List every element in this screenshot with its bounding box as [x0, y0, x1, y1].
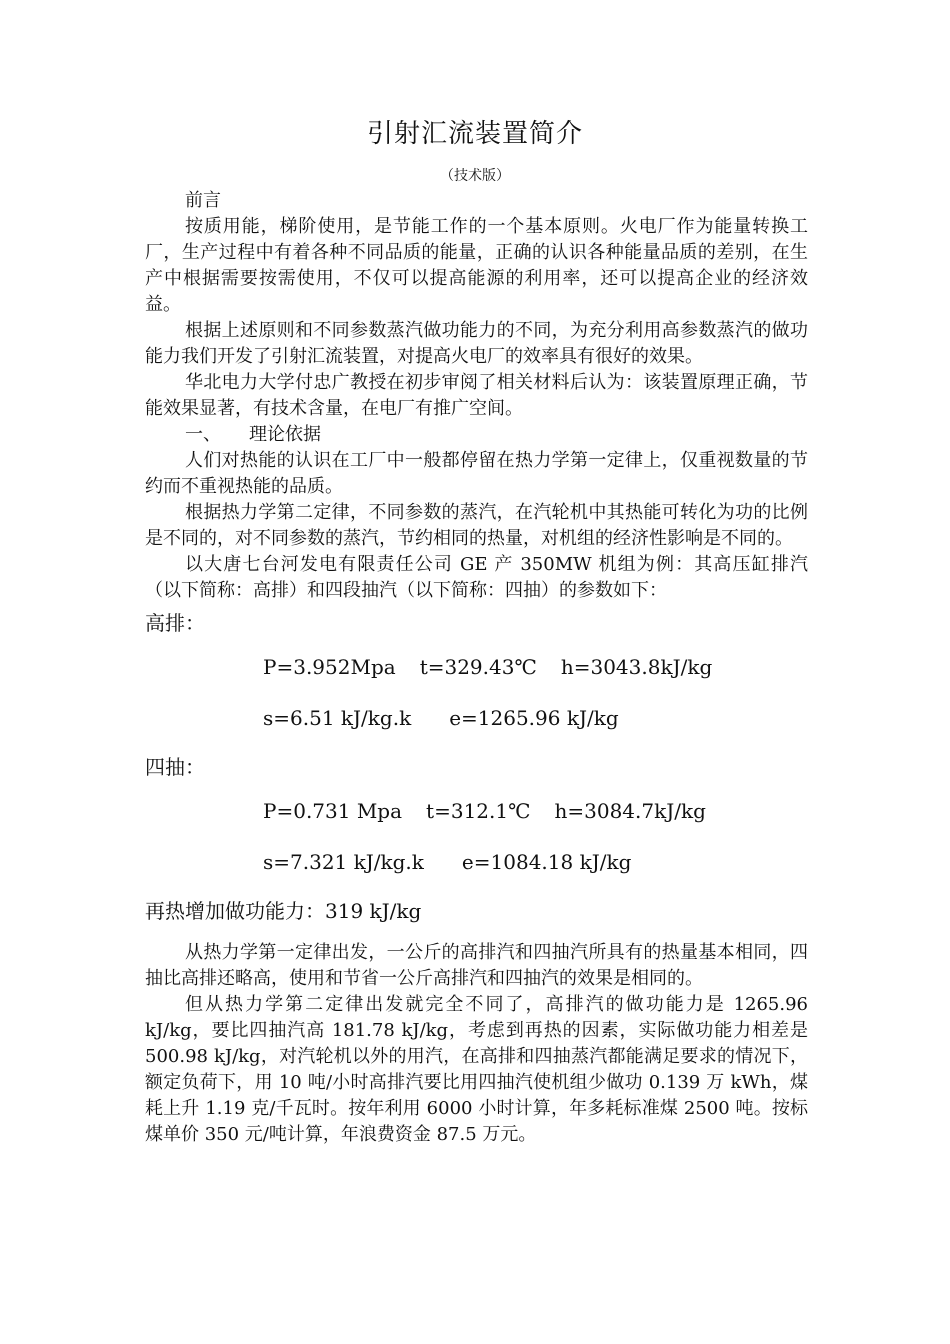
reheat-capacity-line: 再热增加做功能力：319 kJ/kg [145, 899, 422, 923]
document-subtitle: （技术版） [440, 168, 510, 184]
paragraph: 以大唐七台河发电有限责任公司 GE 产 350MW 机组为例：其高压缸排汽（以下简称：高排）和四段抽汽（以下简称：四抽）的参数如下： [145, 554, 808, 601]
high-exhaust-exergy: e=1265.96 kJ/kg [449, 706, 619, 730]
high-exhaust-formula-1 [145, 652, 808, 682]
section-heading [145, 422, 808, 448]
document-body [145, 188, 808, 1148]
paragraph: 人们对热能的认识在工厂中一般都停留在热力学第一定律上，仅重视数量的节约而不重视热能的品质。 [145, 450, 808, 497]
paragraph: 根据上述原则和不同参数蒸汽做功能力的不同，为充分利用高参数蒸汽的做功能力我们开发了引射汇流装置，对提高火电厂的效率具有很好的效果。 [145, 320, 808, 367]
section-title: 理论依据 [249, 424, 321, 445]
fourth-extraction-formula-2 [145, 847, 808, 877]
high-exhaust-label: 高排： [145, 611, 205, 635]
preface-heading: 前言 [185, 190, 221, 211]
section-number: 一、 [185, 424, 221, 445]
high-exhaust-formula-2 [145, 703, 808, 733]
high-exhaust-temperature: t=329.43℃ [419, 655, 537, 679]
fourth-extraction-pressure: P=0.731 Mpa [263, 799, 403, 823]
high-exhaust-pressure: P=3.952Mpa [263, 655, 396, 679]
high-exhaust-entropy: s=6.51 kJ/kg.k [263, 706, 412, 730]
high-exhaust-enthalpy: h=3043.8kJ/kg [560, 655, 713, 679]
fourth-extraction-enthalpy: h=3084.7kJ/kg [554, 799, 706, 823]
fourth-extraction-formula-1 [145, 796, 808, 826]
fourth-extraction-exergy: e=1084.18 kJ/kg [461, 850, 632, 874]
paragraph: 华北电力大学付忠广教授在初步审阅了相关材料后认为：该装置原理正确，节能效果显著，有技术含量，在电厂有推广空间。 [145, 372, 808, 419]
paragraph: 从热力学第一定律出发，一公斤的高排汽和四抽汽所具有的热量基本相同，四抽比高排还略高，使用和节省一公斤高排汽和四抽汽的效果是相同的。 [145, 942, 808, 989]
paragraph: 按质用能，梯阶使用，是节能工作的一个基本原则。火电厂作为能量转换工厂，生产过程中有着各种不同品质的能量，正确的认识各种能量品质的差别，在生产中根据需要按需使用，不仅可以提高能源的利用率，还可以提高企业的经济效益。 [145, 216, 808, 315]
fourth-extraction-entropy: s=7.321 kJ/kg.k [263, 850, 424, 874]
paragraph: 但从热力学第二定律出发就完全不同了，高排汽的做功能力是 1265.96 kJ/kg，要比四抽汽高 181.78 kJ/kg，考虑到再热的因素，实际做功能力相差是 500.98 kJ/kg，对汽轮机以外的用汽，在高排和四抽蒸汽都能满足要求的情况下，额定负荷下，用 10 吨/小时高排汽要比用四抽汽使机组少做功 0.139 万 kWh，煤耗上升 1.19 克/千瓦时。按年利用 6000 小时计算，年多耗标准煤 2500 吨。按标煤单价 350 元/吨计算，年浪费资金 87.5 万元。 [145, 994, 808, 1145]
fourth-extraction-temperature: t=312.1℃ [426, 799, 531, 823]
paragraph: 根据热力学第二定律，不同参数的蒸汽，在汽轮机中其热能可转化为功的比例是不同的，对不同参数的蒸汽，节约相同的热量，对机组的经济性影响是不同的。 [145, 502, 808, 549]
fourth-extraction-label: 四抽： [145, 755, 205, 779]
document-title: 引射汇流装置简介 [366, 119, 583, 149]
